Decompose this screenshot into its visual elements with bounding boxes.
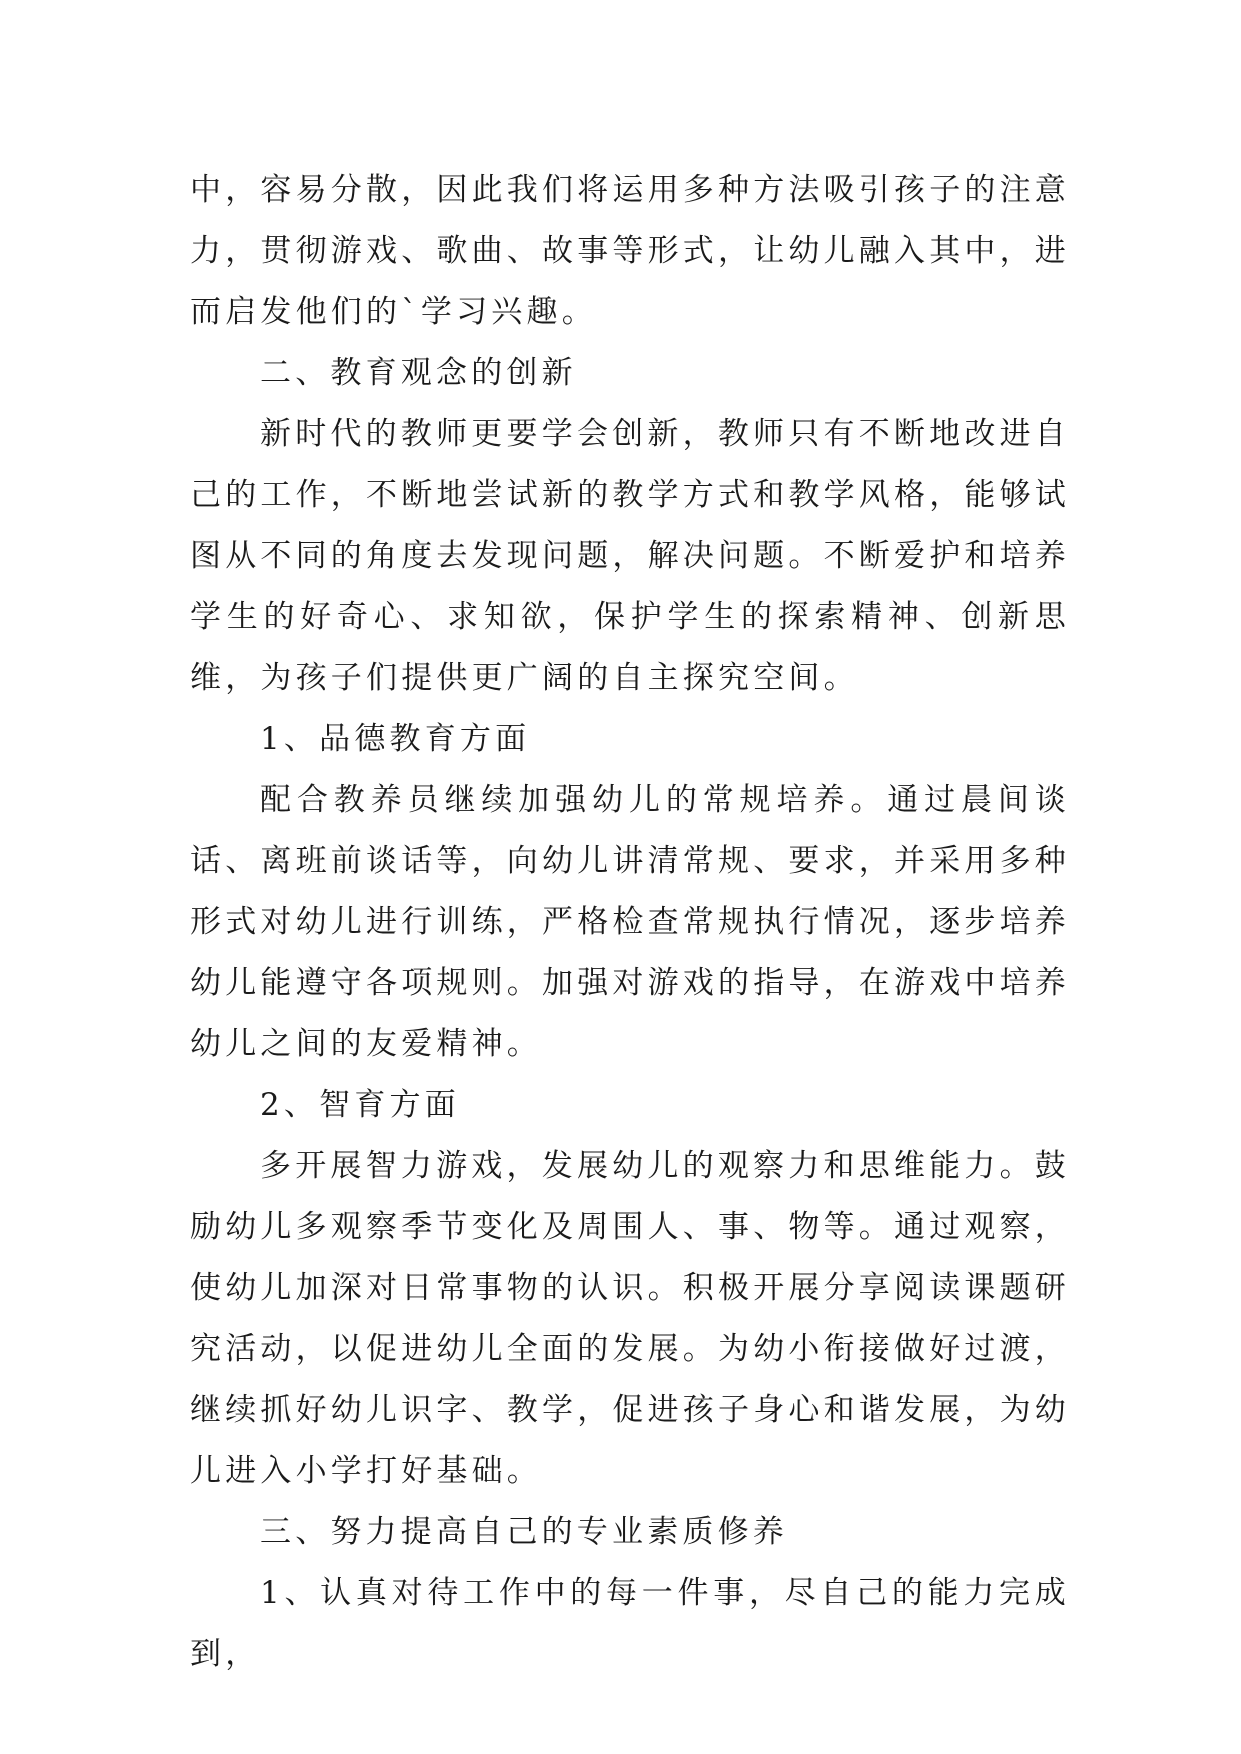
paragraph-continuation: 中，容易分散，因此我们将运用多种方法吸引孩子的注意力，贯彻游戏、歌曲、故事等形式，让幼儿融入其中，进而启发他们的`学习兴趣。 xyxy=(190,172,1070,330)
paragraph-work: 1、认真对待工作中的每一件事，尽自己的能力完成到， xyxy=(190,1575,1070,1672)
paragraph-intellect: 多开展智力游戏，发展幼儿的观察力和思维能力。鼓励幼儿多观察季节变化及周围人、事、物等。通过观察，使幼儿加深对日常事物的认识。积极开展分享阅读课题研究活动，以促进幼儿全面的发展。为幼小衔接做好过渡，继续抓好幼儿识字、教学，促进孩子身心和谐发展，为幼儿进入小学打好基础。 xyxy=(190,1148,1070,1489)
subsection-heading-intellect: 2、智育方面 xyxy=(260,1087,460,1123)
paragraph-innovation: 新时代的教师更要学会创新，教师只有不断地改进自己的工作，不断地尝试新的教学方式和教学风格，能够试图从不同的角度去发现问题，解决问题。不断爱护和培养学生的好奇心、求知欲，保护学生的探索精神、创新思维，为孩子们提供更广阔的自主探究空间。 xyxy=(190,416,1070,696)
paragraph-moral: 配合教养员继续加强幼儿的常规培养。通过晨间谈话、离班前谈话等，向幼儿讲清常规、要求，并采用多种形式对幼儿进行训练，严格检查常规执行情况，逐步培养幼儿能遵守各项规则。加强对游戏的指导，在游戏中培养幼儿之间的友爱精神。 xyxy=(190,782,1070,1062)
subsection-heading-moral: 1、品德教育方面 xyxy=(260,721,531,757)
section-heading-3: 三、努力提高自己的专业素质修养 xyxy=(260,1514,788,1550)
section-heading-2: 二、教育观念的创新 xyxy=(260,355,577,391)
document-body xyxy=(190,160,1070,1685)
